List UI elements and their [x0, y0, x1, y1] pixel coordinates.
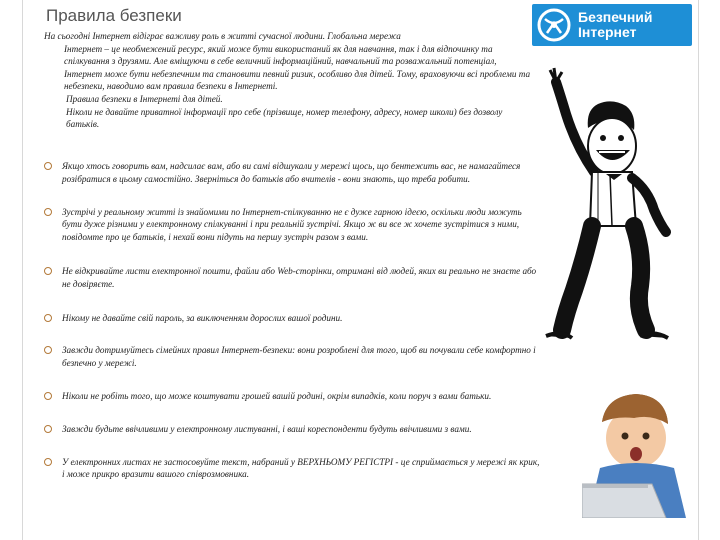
bullet-icon: [44, 346, 52, 354]
list-item: [42, 160, 542, 186]
rule-text: Не відкривайте листи електронної пошти, файли або Web-сторінки, отримані від людей, яких ви реально не знаєте або не довіряєте.: [62, 265, 537, 289]
rule-text: Зустрічі у реальному житті із знайомими по Інтернет-спілкуванню не є дуже гарною ідеєю, оскільки люди можуть бути дуже різними у електронному спілкуванні і при реальній зустрічі. Якщо ж ви все ж хочете зустрітися з ними, повідомте про це батьків, і нехай вони підуть на першу зустріч разом з вами.: [62, 206, 522, 243]
bullet-icon: [44, 314, 52, 322]
dancing-man-illustration: [536, 50, 676, 350]
rule-private-info: Ніколи не давайте приватної інформації про себе (прізвище, номер телефону, адресу, номер школи) без дозволу батьків.: [66, 106, 503, 130]
bullet-icon: [44, 392, 52, 400]
right-border-line: [698, 0, 699, 540]
rule-text: Завжди будьте ввічливими у електронному листуванні, і ваші кореспонденти будуть ввічливими з вами.: [62, 423, 472, 434]
list-item: [42, 265, 542, 291]
boy-at-laptop-photo: [582, 388, 692, 518]
list-item: [42, 423, 542, 436]
bullet-icon: [44, 162, 52, 170]
rule-text: У електронних листах не застосовуйте текст, набраний у ВЕРХНЬОМУ РЕГІСТРІ - це сприймається у мережі як крик, і може прикро вразити вашого співрозмовника.: [62, 456, 540, 480]
list-item: [42, 312, 542, 325]
list-item: [42, 344, 542, 370]
intro-first-line: На сьогодні Інтернет відіграє важливу роль в житті сучасної людини. Глобальна мережа: [44, 31, 401, 41]
rule-text: Завжди дотримуйтесь сімейних правил Інтернет-безпеки: вони розроблені для того, щоб ви почували себе комфортно і безпечно у мережі.: [62, 345, 536, 369]
logo-text: [578, 10, 653, 40]
left-border-line: [22, 0, 23, 540]
intro-paragraph: Інтернет – це необмежений ресурс, який може бути використаний як для навчання, так і для відпочинку та спілкування з друзями. Але вміщуючи в себе величний інформаційний, навчальний та розважальний потенціал, Інтернет може бути небезпечним та становити певний ризик, особливо для дітей. Тому, враховуючи всі проблеми та небезпеки, наводимо вам правила безпеки в Інтернеті.: [64, 43, 531, 92]
slide-title: Правила безпеки: [46, 6, 182, 25]
rule-text: Ніколи не робіть того, що може коштувати грошей вашій родині, окрім випадків, коли поруч з вами батьки.: [62, 390, 492, 401]
safe-internet-logo: [532, 4, 692, 46]
bullet-icon: [44, 458, 52, 466]
logo-line-1: Безпечний: [578, 9, 653, 25]
bullet-icon: [44, 208, 52, 216]
rule-text: Нікому не давайте свій пароль, за виключенням дорослих вашої родини.: [62, 312, 343, 323]
bullet-icon: [44, 267, 52, 275]
bullet-icon: [44, 425, 52, 433]
rule-text: Якщо хтось говорить вам, надсилає вам, або ви самі відшукали у мережі щось, що бентежить вас, не намагайтеся розібратися в цьому самостійно. Зверніться до батьків або вчителів - вони знають, що треба робити.: [62, 161, 521, 184]
list-item: [42, 456, 542, 482]
intro-block: [44, 30, 536, 131]
shield-globe-icon: [536, 7, 572, 43]
rules-list: [42, 160, 542, 481]
list-item: [42, 206, 542, 244]
list-item: [42, 390, 542, 403]
logo-line-2: Інтернет: [578, 24, 637, 40]
rules-heading: Правила безпеки в Інтернеті для дітей.: [66, 93, 223, 104]
